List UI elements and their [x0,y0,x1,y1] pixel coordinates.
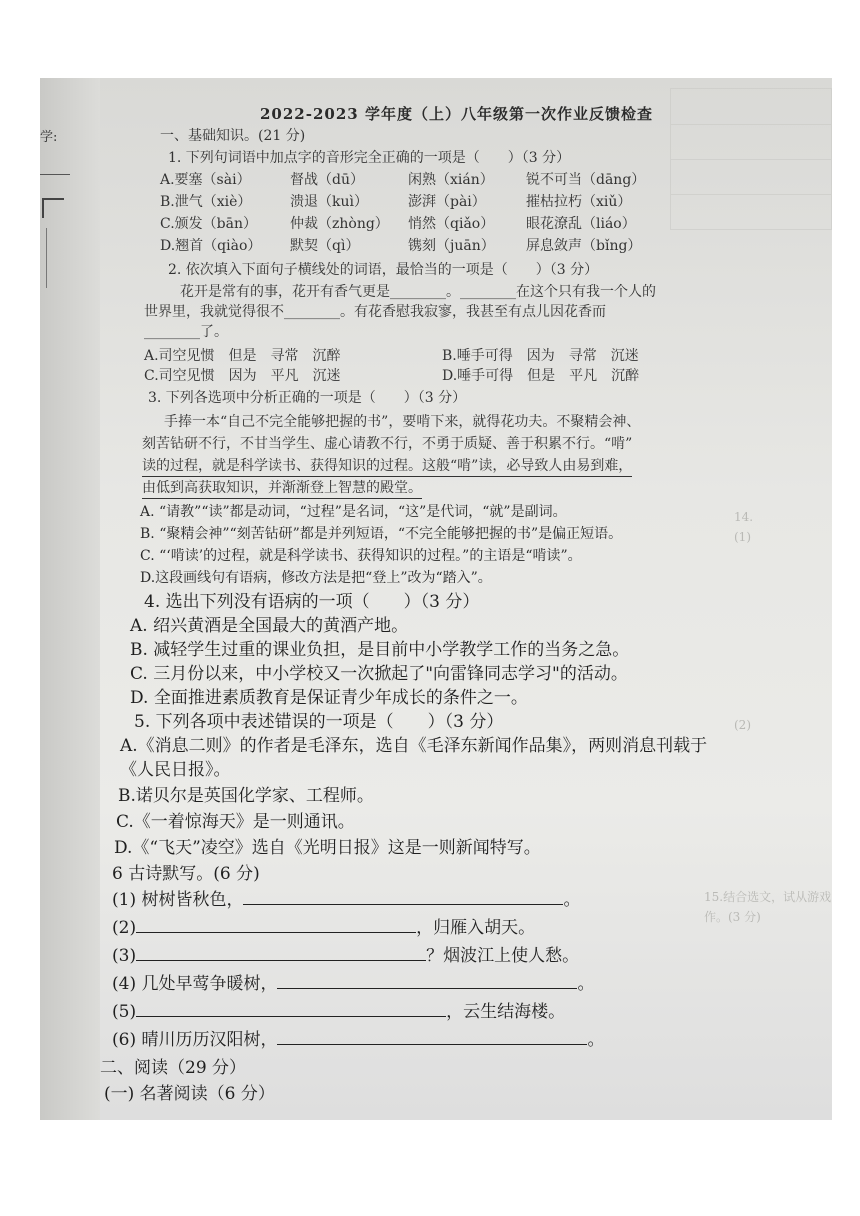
ghost-text: 14. [734,510,754,524]
section-heading: 一、基础知识。(21 分) [160,128,306,144]
answer-blank[interactable] [136,1002,446,1017]
poem-line-4 [112,974,594,994]
poem-text: 。 [587,1030,605,1050]
option-cell: 仲裁（zhòng） [290,216,389,232]
option-line: D.《“飞天”凌空》选自《光明日报》这是一则新闻特写。 [114,838,541,858]
question-stem: 4. 选出下列没有语病的一项（ ）（3 分） [144,592,480,612]
poem-text: (4) 几处早莺争暖树， [112,974,278,994]
question-stem: 2. 依次填入下面句子横线处的词语，最恰当的一项是（ ）（3 分） [168,262,599,278]
option-line: A.司空见惯 但是 寻常 沉醉 [144,348,341,364]
ghost-text: (2) [734,718,751,732]
answer-blank[interactable] [243,890,563,905]
answer-blank[interactable] [136,918,416,933]
question-stem: 5. 下列各项中表述错误的一项是（ ）（3 分） [134,712,504,732]
option-line: C. 三月份以来，中小学校又一次掀起了"向雷锋同志学习"的活动。 [130,664,628,684]
poem-text: (1) 树树皆秋色， [112,890,244,910]
poem-line-5 [112,1002,565,1022]
question-stem: 3. 下列各选项中分析正确的一项是（ ）（3 分） [148,390,467,406]
left-margin-strip [40,78,100,1120]
option-line: D. 全面推进素质教育是保证青少年成长的条件之一。 [130,688,528,708]
ghost-text: 作。(3 分) [704,910,761,924]
section-heading: 二、阅读（29 分） [100,1058,247,1078]
option-line: D.这段画线句有语病，修改方法是把“登上”改为“踏入”。 [140,570,492,586]
poem-line-6 [112,1030,604,1050]
answer-blank[interactable] [136,946,426,961]
poem-line-2 [112,918,535,938]
poem-text: 。 [577,974,595,994]
option-line: A. “请教”“读”都是动词，“过程”是名词，“这”是代词，“就”是副词。 [140,504,567,520]
option-cell: 摧枯拉朽（xiǔ） [526,194,632,210]
poem-line-3 [112,946,579,966]
option-line: C.《一着惊海天》是一则通讯。 [116,812,355,832]
option-line: B. 减轻学生过重的课业负担，是目前中小学教学工作的当务之急。 [130,640,630,660]
question-stem: 6 古诗默写。(6 分) [112,864,260,884]
answer-blank[interactable] [277,974,577,989]
option-cell: D.翘首（qiào） [160,238,262,254]
passage-line: ________了。 [144,324,228,340]
option-cell: B.泄气（xiè） [160,194,252,210]
margin-line [40,174,70,175]
poem-text: ，云生结海楼。 [446,1002,566,1022]
option-line: C. “‘啃读’的过程，就是科学读书、获得知识的过程。”的主语是“啃读”。 [140,548,582,564]
photo-of-exam-sheet [40,78,832,1120]
option-cell: 督战（dū） [290,172,364,188]
option-line: D.唾手可得 但是 平凡 沉醉 [442,368,640,384]
option-cell: 眼花潦乱（liáo） [526,216,636,232]
option-cell: C.颁发（bān） [160,216,257,232]
option-line: B.诺贝尔是英国化学家、工程师。 [118,786,374,806]
poem-text: (6) 晴川历历汉阳树， [112,1030,278,1050]
poem-text: (2) [112,918,137,938]
option-cell: 屏息敛声（bǐng） [526,238,642,254]
ghost-text: (1) [734,530,751,544]
margin-tick [46,228,63,288]
subsection-heading: (一) 名著阅读（6 分） [104,1084,275,1104]
option-cell: 镌刻（juān） [408,238,495,254]
option-cell: A.要塞（sài） [160,172,251,188]
option-cell: 澎湃（pài） [408,194,486,210]
option-cell: 悄然（qiǎo） [408,216,495,232]
underlined-passage-line: 读的过程，就是科学读书、获得知识的过程。这般“啃”读，必导致人由易到难， [142,456,632,477]
option-cell: 闲熟（xián） [408,172,494,188]
passage-line: 世界里，我就觉得很不________。有花香慰我寂寥，我甚至有点儿因花香而 [144,304,606,320]
poem-text: 。 [563,890,581,910]
poem-line-1 [112,890,580,910]
option-line: 《人民日报》。 [120,760,231,780]
poem-text: ？烟波江上使人愁。 [426,946,580,966]
underlined-passage-line: 由低到高获取知识，并渐渐登上智慧的殿堂。 [142,478,422,499]
exam-sheet [100,78,830,1120]
poem-text: ，归雁入胡天。 [416,918,536,938]
option-line: B. “聚精会神”“刻苦钻研”都是并列短语，“不完全能够把握的书”是偏正短语。 [140,526,623,542]
option-line: A.《消息二则》的作者是毛泽东，选自《毛泽东新闻作品集》，两则消息刊载于 [120,736,708,756]
option-line: C.司空见惯 因为 平凡 沉迷 [144,368,341,384]
ghost-text: 15.结合选文，试从游戏 [704,890,832,904]
option-line: A. 绍兴黄酒是全国最大的黄酒产地。 [130,616,409,636]
poem-text: (3) [112,946,137,966]
option-cell: 溃退（kuì） [290,194,368,210]
margin-mark [42,198,64,218]
page-title: 2022-2023 学年度（上）八年级第一次作业反馈检查 [260,105,653,123]
option-cell: 锐不可当（dāng） [526,172,646,188]
margin-label: 学: [40,130,58,145]
passage-line: 手捧一本“自己不完全能够把握的书”，要啃下来，就得花功夫。不聚精会神、 [164,414,641,430]
option-line: B.唾手可得 因为 寻常 沉迷 [442,348,639,364]
option-cell: 默契（qì） [290,238,360,254]
passage-line: 花开是常有的事，花开有香气更是________。________在这个只有我一个人的 [180,284,656,300]
poem-text: (5) [112,1002,137,1022]
passage-line: 刻苦钻研不行，不甘当学生、虚心请教不行，不勇于质疑、善于积累不行。“啃” [142,436,633,452]
question-stem: 1. 下列句词语中加点字的音形完全正确的一项是（ ）（3 分） [168,150,571,166]
answer-blank[interactable] [277,1030,587,1045]
